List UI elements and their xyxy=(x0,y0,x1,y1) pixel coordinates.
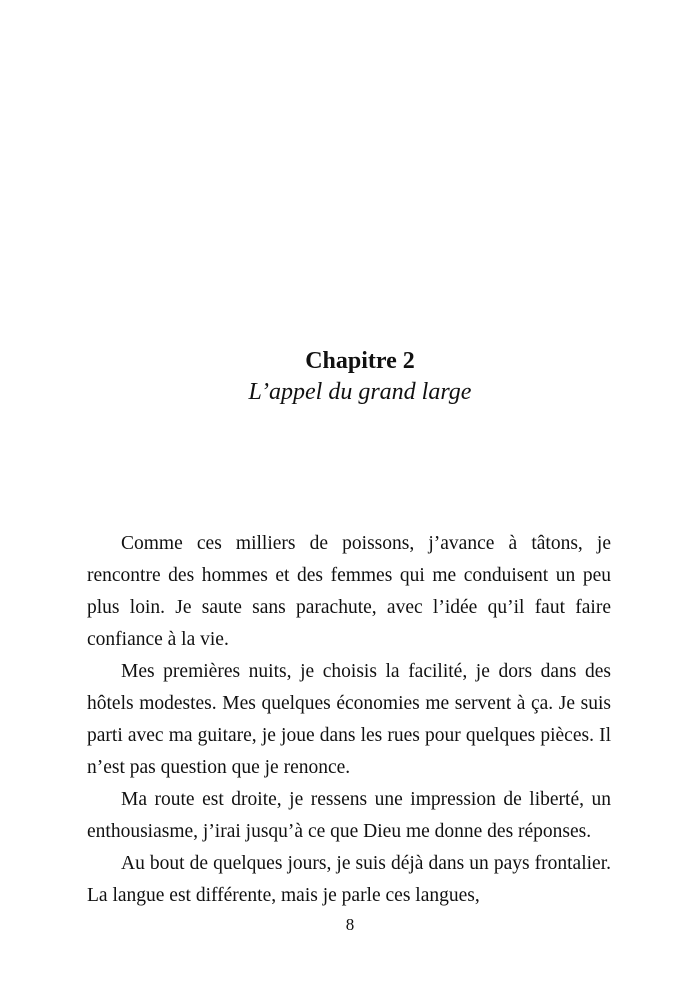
paragraph: Au bout de quelques jours, je suis déjà dans un pays frontalier. La langue est différente, mais je parle ces langues, xyxy=(87,853,611,906)
body-text xyxy=(87,528,611,912)
chapter-number: Chapitre 2 xyxy=(305,348,415,374)
paragraph: Mes premières nuits, je choisis la facilité, je dors dans des hôtels modestes. Mes quelques économies me servent à ça. Je suis parti avec ma guitare, je joue dans les rues pour quelques pièces. Il n’est pas question que je renonce. xyxy=(87,661,611,778)
paragraph: Comme ces milliers de poissons, j’avance à tâtons, je rencontre des hommes et des femmes qui me conduisent un peu plus loin. Je saute sans parachute, avec l’idée qu’il faut faire confiance à la vie. xyxy=(87,533,611,650)
chapter-heading xyxy=(0,346,700,408)
page-number: 8 xyxy=(345,915,355,934)
chapter-title: L’appel du grand large xyxy=(248,379,472,405)
paragraph: Ma route est droite, je ressens une impression de liberté, un enthousiasme, j’irai jusqu’à ce que Dieu me donne des réponses. xyxy=(87,789,611,842)
